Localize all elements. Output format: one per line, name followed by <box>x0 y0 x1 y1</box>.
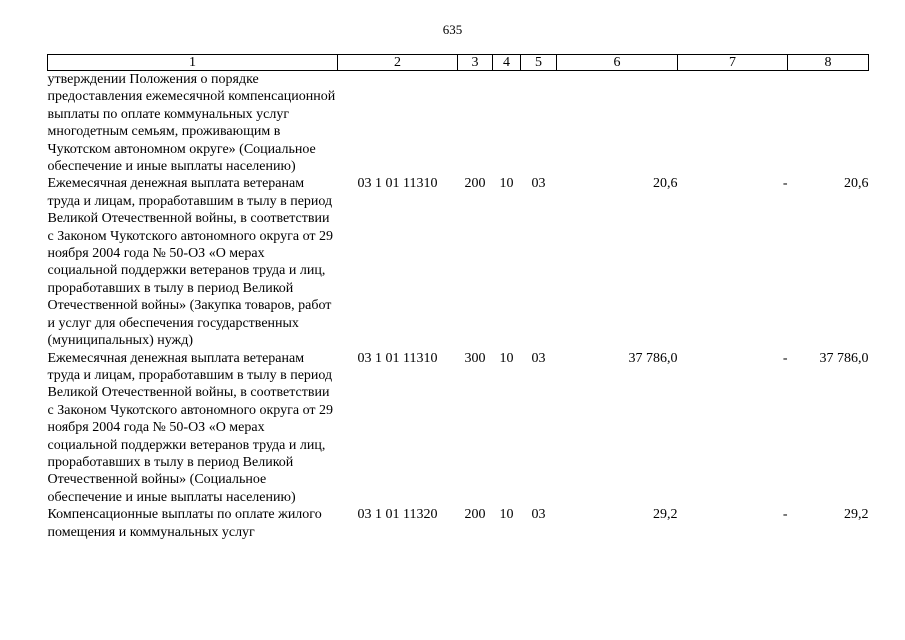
row-rz: 10 <box>499 507 514 523</box>
column-header-6: 6 <box>557 55 678 71</box>
row-vr <box>458 71 493 176</box>
row-pr: 03 <box>531 176 546 192</box>
row-total: 29,2 <box>844 507 869 523</box>
row-name: Ежемесячная денежная выплата ветеранам труда и лицам, проработавшим в тылу в период Великой Отечественной войны, в соответствии с Законом Чукотского автономного округа от 29 ноября 2004 года № 50-ОЗ «О мерах социальной поддержки ветеранов труда и лиц, проработавших в тылу в период Великой Отечественной войны» (Закупка товаров, работ и услуг для обеспечения государственных (муниципальных) нужд) <box>47 176 333 349</box>
column-header-7: 7 <box>678 55 788 71</box>
row-code: 03 1 01 11310 <box>357 176 438 192</box>
column-header-5: 5 <box>521 55 557 71</box>
row-vr: 200 <box>464 176 486 192</box>
row-name: Компенсационные выплаты по оплате жилого помещения и коммунальных услуг <box>47 507 322 540</box>
table-row <box>48 506 869 541</box>
row-rz <box>493 71 521 176</box>
column-header-8: 8 <box>788 55 869 71</box>
row-vr: 300 <box>464 350 486 366</box>
row-total <box>788 71 869 176</box>
column-header-2: 2 <box>338 55 458 71</box>
page-number: 635 <box>442 22 463 37</box>
row-change: - <box>782 350 788 366</box>
column-header-1: 1 <box>48 55 338 71</box>
row-total: 37 786,0 <box>819 350 869 366</box>
row-pr <box>521 71 557 176</box>
table-row <box>48 71 869 176</box>
table-row <box>48 350 869 507</box>
row-code: 03 1 01 11310 <box>357 350 438 366</box>
budget-table <box>47 54 869 541</box>
row-sum <box>557 71 678 176</box>
row-sum: 20,6 <box>653 176 678 192</box>
row-rz: 10 <box>499 176 514 192</box>
row-change: - <box>782 176 788 192</box>
row-change <box>678 71 788 176</box>
column-header-3: 3 <box>458 55 493 71</box>
row-change: - <box>782 507 788 523</box>
row-total: 20,6 <box>844 176 869 192</box>
row-code <box>338 71 458 176</box>
row-code: 03 1 01 11320 <box>357 507 438 523</box>
column-header-4: 4 <box>493 55 521 71</box>
row-vr: 200 <box>464 507 486 523</box>
row-pr: 03 <box>531 507 546 523</box>
row-pr: 03 <box>531 350 546 366</box>
row-rz: 10 <box>499 350 514 366</box>
row-name: Ежемесячная денежная выплата ветеранам труда и лицам, проработавшим в тылу в период Великой Отечественной войны, в соответствии с Законом Чукотского автономного округа от 29 ноября 2004 года № 50-ОЗ «О мерах социальной поддержки ветеранов труда и лиц, проработавших в тылу в период Великой Отечественной войны» (Социальное обеспечение и иные выплаты населению) <box>47 350 333 505</box>
row-sum: 37 786,0 <box>628 350 678 366</box>
row-name: утверждении Положения о порядке предоставления ежемесячной компенсационной выплаты по оплате коммунальных услуг многодетным семьям, проживающим в Чукотском автономном округе» (Социальное обеспечение и иные выплаты населению) <box>47 72 336 175</box>
table-row <box>48 175 869 349</box>
header-row <box>48 55 869 71</box>
row-sum: 29,2 <box>653 507 678 523</box>
